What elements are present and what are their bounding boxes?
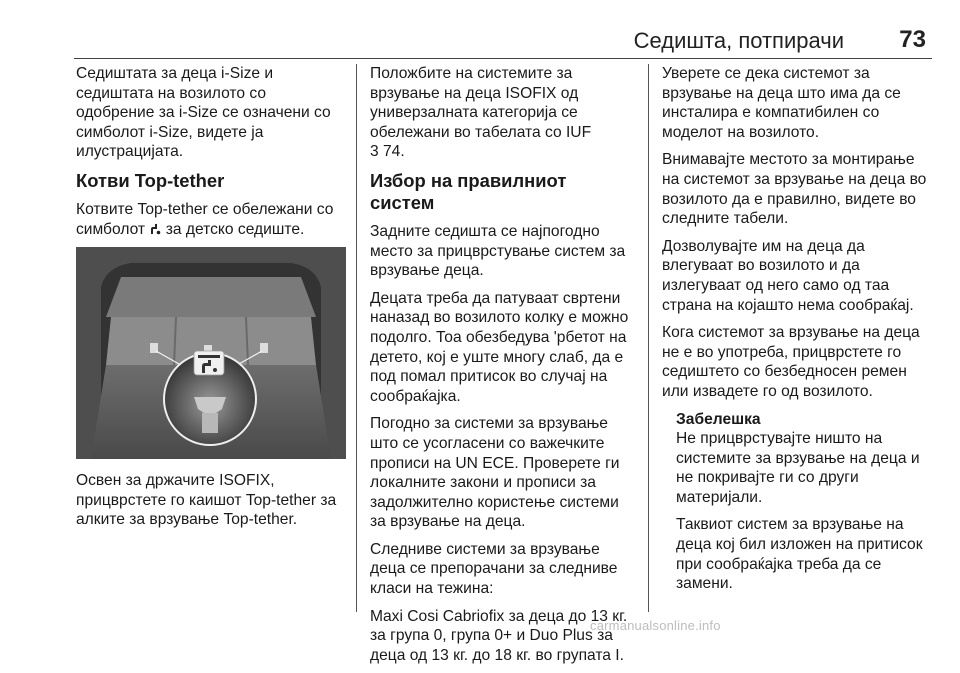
paragraph: Уверете се дека системот за врзување на деца што има да се инсталира е компатибилен со моделот на возилото. bbox=[662, 65, 901, 141]
section-heading: Избор на правилниот систем bbox=[370, 169, 567, 213]
paragraph-text: Котвите Top-tether се обележани со симболот bbox=[76, 200, 334, 238]
page-reference-link[interactable]: 3 74. bbox=[370, 143, 405, 161]
column-1 bbox=[76, 64, 348, 538]
column-divider bbox=[356, 64, 357, 612]
paragraph: Седиштата за деца i-Size и седиштата на возилото со одобрение за i-Size се означени со симболот i-Size, видете ја илустрацијата. bbox=[76, 65, 331, 161]
trunk-photo bbox=[76, 247, 346, 459]
paragraph: Maxi Cosi Cabriofix за деца до 13 кг. за група 0, група 0+ и Duo Plus за деца од 13 кг. до 18 кг. во групата I. bbox=[370, 607, 628, 664]
paragraph: Децата треба да патуваат свртени наназад во возилото колку е можно подолго. Тоа обезбедува 'рбетот на детето, кој е уште многу слаб, да е под помал притисок во случај на сообраќајка. bbox=[370, 289, 629, 405]
page-number: 73 bbox=[899, 26, 926, 53]
paragraph: Следниве системи за врзување деца се препорачани за следниве класи на тежина: bbox=[370, 540, 618, 598]
trunk-illustration bbox=[76, 247, 346, 459]
paragraph: Задните седишта се најпогодно место за прицврстување систем за врзување деца. bbox=[370, 222, 626, 280]
section-heading: Котви Top-tether bbox=[76, 169, 225, 191]
note-box bbox=[662, 410, 932, 594]
column-2 bbox=[370, 64, 632, 673]
header-title: Седишта, потпирачи bbox=[633, 28, 844, 53]
watermark: carmanualsonline.info bbox=[590, 618, 721, 633]
paragraph: Внимавајте местото за монтирање на системот за врзување на деца во возилото да е правилно, видете во следните табели. bbox=[662, 151, 927, 228]
paragraph: Освен за држачите ISOFIX, прицврстете го каишот Top-tether за алките за врзување Top-tether. bbox=[76, 472, 337, 529]
note-title: Забелешка bbox=[676, 410, 761, 428]
paragraph: Погодно за системи за врзување што се усогласени со важечките прописи на UN ECE. Проверете ги локалните закони и прописи за задолжително користење системи за врзување на деца. bbox=[370, 415, 620, 531]
column-divider bbox=[648, 64, 649, 612]
column-3 bbox=[662, 64, 932, 602]
paragraph-text: Положбите на системите за врзување на деца ISOFIX од универзалната категорија се обележани во табелата со IUF bbox=[370, 65, 592, 141]
top-tether-icon bbox=[149, 223, 161, 235]
note-paragraph: Таквиот систем за врзување на деца кој бил изложен на притисок при сообраќајка треба да се замени. bbox=[676, 516, 923, 593]
paragraph bbox=[370, 64, 632, 162]
paragraph bbox=[76, 200, 348, 239]
paragraph: Кога системот за врзување на деца не е во употреба, прицврстете го седиштето со безбедносен ремен или извадете го од возилото. bbox=[662, 324, 920, 400]
note-paragraph: Не прицврстувајте ништо на системите за врзување на деца и не покривајте ги со други материјали. bbox=[676, 430, 920, 506]
paragraph: Дозволувајте им на деца да влегуваат во возилото и да излегуваат од него само од таа страна на којашто нема сообраќај. bbox=[662, 237, 914, 314]
page-header bbox=[74, 24, 932, 59]
paragraph-text: за детско седиште. bbox=[165, 220, 305, 238]
